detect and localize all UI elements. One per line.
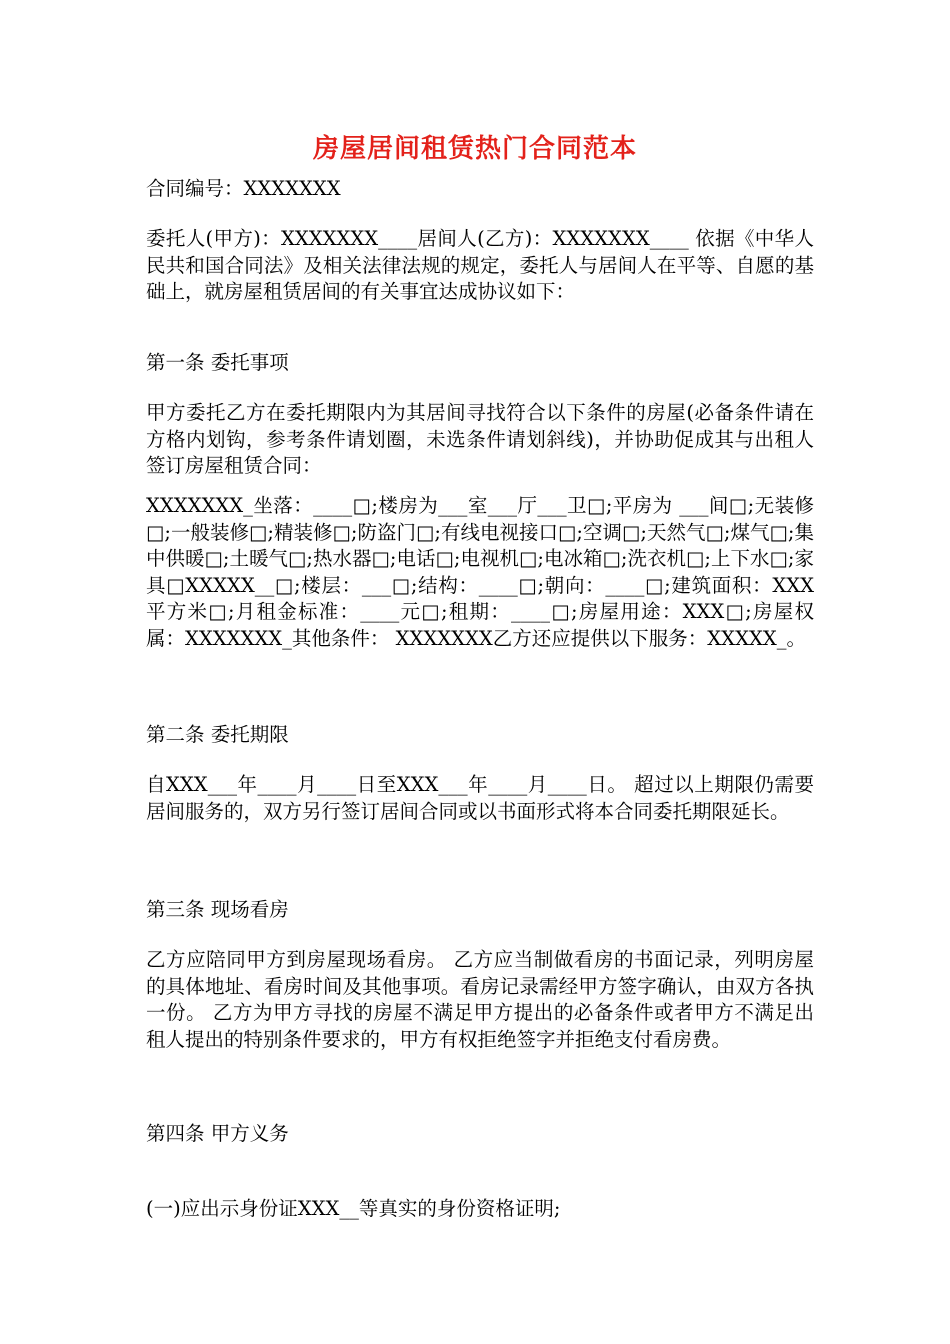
article2-heading: 第二条 委托期限: [146, 723, 289, 746]
article1-paragraph: 甲方委托乙方在委托期限内为其居间寻找符合以下条件的房屋(必备条件请在方格内划钩，参考条件请划圈，未选条件请划斜线)，并协助促成其与出租人签订房屋租赁合同：: [146, 401, 814, 477]
article1-heading: 第一条 委托事项: [146, 351, 289, 374]
article4-item-1: (一)应出示身份证XXX__等真实的身份资格证明;: [146, 1197, 561, 1220]
article1-conditions: XXXXXXX_坐落：____□;楼房为___室___厅___卫□;平房为 ___间□;无装修□;一般装修□;精装修□;防盗门□;有线电视接口□;空调□;天然气□;煤气□;集中供暖□;土暖气□;热水器□;电话□;电视机□;电冰箱□;洗衣机□;上下水□;家具□XXXXX__□;楼层：___□;结构：____□;朝向：____□;建筑面积：XXX平方米□;月租金标准：____元□;租期：____□;房屋用途：XXX□;房屋权属：XXXXXXX_其他条件： XXXXXXX乙方还应提供以下服务：XXXXX_。: [146, 494, 814, 650]
article4-heading: 第四条 甲方义务: [146, 1122, 289, 1145]
article2-paragraph: 自XXX___年____月____日至XXX___年____月____日。 超过以上期限仍需要居间服务的，双方另行签订居间合同或以书面形式将本合同委托期限延长。: [146, 773, 814, 823]
document-title: 房屋居间租赁热门合同范本: [312, 134, 637, 164]
intro-paragraph: 委托人(甲方)：XXXXXXX____居间人(乙方)：XXXXXXX____ 依据《中华人民共和国合同法》及相关法律法规的规定，委托人与居间人在平等、自愿的基础上，就房屋租赁居间的有关事宜达成协议如下：: [146, 227, 814, 303]
contract-number: 合同编号：XXXXXXX: [146, 177, 341, 200]
article3-paragraph: 乙方应陪同甲方到房屋现场看房。 乙方应当制做看房的书面记录，列明房屋的具体地址、看房时间及其他事项。看房记录需经甲方签字确认，由双方各执一份。 乙方为甲方寻找的房屋不满足甲方提出的必备条件或者甲方不满足出租人提出的特别条件要求的，甲方有权拒绝签字并拒绝支付看房费。: [146, 948, 814, 1051]
article3-heading: 第三条 现场看房: [146, 898, 289, 921]
